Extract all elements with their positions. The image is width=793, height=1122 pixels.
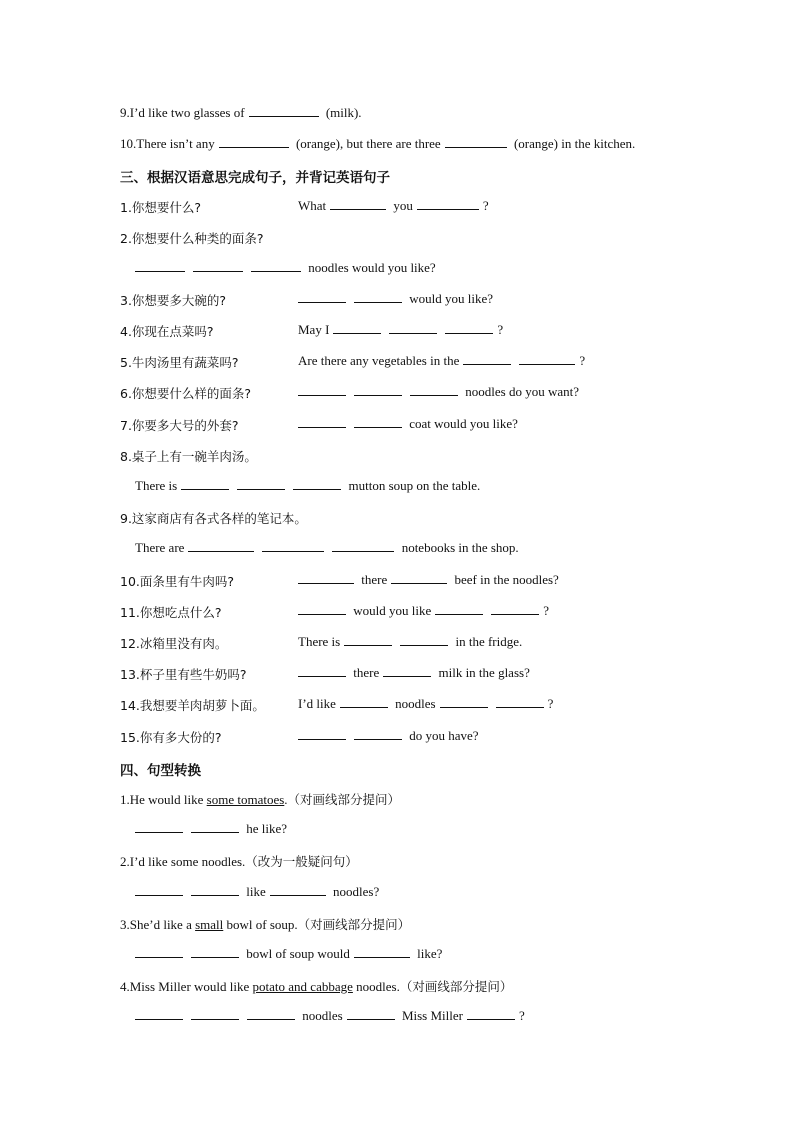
item-text: Are there any vegetables in the bbox=[298, 353, 460, 368]
answer-blank[interactable] bbox=[135, 1008, 183, 1020]
exercise-10-text: 10.There isn’t any bbox=[120, 136, 215, 151]
item-text: . bbox=[284, 792, 288, 807]
item-text: ? bbox=[497, 322, 504, 337]
item-text: coat would you like? bbox=[409, 416, 518, 431]
item-text: there bbox=[353, 665, 380, 680]
answer-blank[interactable] bbox=[354, 946, 410, 958]
item-5-chinese: 5.牛肉汤里有蔬菜吗? bbox=[120, 355, 239, 370]
answer-blank[interactable] bbox=[400, 634, 448, 646]
item-11-english bbox=[298, 603, 549, 619]
answer-blank[interactable] bbox=[191, 1008, 239, 1020]
item-15-chinese: 15.你有多大份的? bbox=[120, 730, 222, 745]
answer-blank[interactable] bbox=[262, 540, 324, 552]
answer-blank[interactable] bbox=[354, 291, 402, 303]
answer-blank[interactable] bbox=[188, 540, 254, 552]
underlined-text: some tomatoes bbox=[206, 792, 285, 807]
transform-1-answer bbox=[135, 821, 287, 837]
item-8-chinese: 8.桌子上有一碗羊肉汤。 bbox=[120, 449, 257, 464]
item-text: would you like? bbox=[409, 291, 494, 306]
item-text: notebooks in the shop. bbox=[401, 540, 519, 555]
answer-blank[interactable] bbox=[332, 540, 394, 552]
answer-blank[interactable] bbox=[191, 946, 239, 958]
answer-blank[interactable] bbox=[191, 821, 239, 833]
answer-blank[interactable] bbox=[354, 728, 402, 740]
exercise-10 bbox=[120, 136, 635, 152]
item-text: 4.Miss Miller would like bbox=[120, 979, 253, 994]
item-text: noodles? bbox=[333, 884, 380, 899]
exercise-10-hint-1: (orange), but there are three bbox=[295, 136, 441, 151]
item-text: noodles. bbox=[352, 979, 400, 994]
item-1-english bbox=[298, 198, 489, 214]
item-11-chinese: 11.你想吃点什么? bbox=[120, 605, 222, 620]
answer-blank[interactable] bbox=[251, 260, 301, 272]
answer-blank[interactable] bbox=[333, 322, 381, 334]
item-10-chinese: 10.面条里有牛肉吗? bbox=[120, 574, 235, 589]
answer-blank[interactable] bbox=[298, 384, 346, 396]
item-text: he like? bbox=[246, 821, 288, 836]
answer-blank[interactable] bbox=[463, 353, 511, 365]
item-text: noodles do you want? bbox=[465, 384, 579, 399]
item-9-english bbox=[135, 540, 519, 556]
item-2-english bbox=[135, 260, 436, 276]
item-4-chinese: 4.你现在点菜吗? bbox=[120, 324, 214, 339]
item-6-chinese: 6.你想要什么样的面条? bbox=[120, 386, 252, 401]
answer-blank[interactable] bbox=[270, 884, 326, 896]
transform-4-answer bbox=[135, 1008, 525, 1024]
item-text: ? bbox=[579, 353, 586, 368]
answer-blank[interactable] bbox=[135, 260, 185, 272]
answer-blank[interactable] bbox=[298, 728, 346, 740]
answer-blank[interactable] bbox=[249, 105, 319, 117]
exercise-9-hint: (milk). bbox=[325, 105, 362, 120]
item-text: ? bbox=[482, 198, 489, 213]
answer-blank[interactable] bbox=[330, 198, 386, 210]
answer-blank[interactable] bbox=[298, 416, 346, 428]
answer-blank[interactable] bbox=[340, 696, 388, 708]
answer-blank[interactable] bbox=[445, 322, 493, 334]
item-5-english bbox=[298, 353, 585, 369]
item-text: 3.She’d like a bbox=[120, 917, 196, 932]
item-12-chinese: 12.冰箱里没有肉。 bbox=[120, 636, 228, 651]
item-12-english bbox=[298, 634, 522, 650]
answer-blank[interactable] bbox=[135, 884, 183, 896]
item-text: 1.He would like bbox=[120, 792, 207, 807]
item-text: like? bbox=[417, 946, 443, 961]
item-text: like bbox=[246, 884, 266, 899]
answer-blank[interactable] bbox=[435, 603, 483, 615]
item-text: ? bbox=[543, 603, 550, 618]
answer-blank[interactable] bbox=[135, 946, 183, 958]
answer-blank[interactable] bbox=[519, 353, 575, 365]
transform-4 bbox=[120, 977, 512, 995]
answer-blank[interactable] bbox=[440, 696, 488, 708]
answer-blank[interactable] bbox=[354, 384, 402, 396]
item-text: noodles bbox=[395, 696, 436, 711]
transform-3 bbox=[120, 915, 410, 933]
item-text: mutton soup on the table. bbox=[348, 478, 481, 493]
answer-blank[interactable] bbox=[219, 136, 289, 148]
answer-blank[interactable] bbox=[191, 884, 239, 896]
item-4-english bbox=[298, 322, 503, 338]
item-text: ? bbox=[519, 1008, 525, 1023]
item-13-english bbox=[298, 665, 530, 681]
item-text: noodles bbox=[302, 1008, 343, 1023]
answer-blank[interactable] bbox=[298, 665, 346, 677]
instruction-note: （对画线部分提问） bbox=[297, 917, 411, 932]
item-3-chinese: 3.你想要多大碗的? bbox=[120, 293, 227, 308]
answer-blank[interactable] bbox=[467, 1008, 515, 1020]
underlined-text: potato and cabbage bbox=[252, 979, 353, 994]
answer-blank[interactable] bbox=[298, 291, 346, 303]
item-text: you bbox=[393, 198, 413, 213]
item-text: do you have? bbox=[409, 728, 479, 743]
answer-blank[interactable] bbox=[247, 1008, 295, 1020]
item-text: What bbox=[298, 198, 327, 213]
item-9-chinese: 9.这家商店有各式各样的笔记本。 bbox=[120, 511, 307, 526]
item-text: I’d like bbox=[298, 696, 336, 711]
transform-2 bbox=[120, 852, 358, 870]
answer-blank[interactable] bbox=[491, 603, 539, 615]
item-10-english bbox=[298, 572, 559, 588]
answer-blank[interactable] bbox=[344, 634, 392, 646]
answer-blank[interactable] bbox=[496, 696, 544, 708]
item-text: in the fridge. bbox=[455, 634, 523, 649]
item-13-chinese: 13.杯子里有些牛奶吗? bbox=[120, 667, 247, 682]
instruction-note: （改为一般疑问句） bbox=[245, 854, 358, 869]
answer-blank[interactable] bbox=[391, 572, 447, 584]
answer-blank[interactable] bbox=[383, 665, 431, 677]
exercise-9 bbox=[120, 105, 362, 121]
exercise-9-text: 9.I’d like two glasses of bbox=[120, 105, 245, 120]
item-text: There is bbox=[135, 478, 178, 493]
instruction-note: （对画线部分提问） bbox=[287, 792, 401, 807]
answer-blank[interactable] bbox=[389, 322, 437, 334]
section-4-heading: 四、句型转换 bbox=[120, 763, 201, 779]
answer-blank[interactable] bbox=[293, 478, 341, 490]
item-text: bowl of soup. bbox=[223, 917, 298, 932]
underlined-text: small bbox=[195, 917, 224, 932]
item-text: there bbox=[361, 572, 388, 587]
item-6-english bbox=[298, 384, 579, 400]
instruction-note: （对画线部分提问） bbox=[399, 979, 513, 994]
section-3-heading: 三、根据汉语意思完成句子，并背记英语句子 bbox=[120, 170, 390, 186]
item-7-english bbox=[298, 416, 518, 432]
item-text: 2.I’d like some noodles. bbox=[120, 854, 246, 869]
item-text: noodles would you like? bbox=[308, 260, 436, 275]
transform-3-answer bbox=[135, 946, 442, 962]
item-1-chinese: 1.你想要什么? bbox=[120, 200, 202, 215]
answer-blank[interactable] bbox=[237, 478, 285, 490]
exercise-10-hint-2: (orange) in the kitchen. bbox=[513, 136, 636, 151]
transform-2-answer bbox=[135, 884, 379, 900]
answer-blank[interactable] bbox=[298, 572, 354, 584]
item-text: There is bbox=[298, 634, 341, 649]
answer-blank[interactable] bbox=[193, 260, 243, 272]
item-text: Miss Miller bbox=[401, 1008, 463, 1023]
item-15-english bbox=[298, 728, 479, 744]
item-text: beef in the noodles? bbox=[454, 572, 559, 587]
item-3-english bbox=[298, 291, 493, 307]
item-text: milk in the glass? bbox=[438, 665, 530, 680]
item-text: There are bbox=[135, 540, 185, 555]
item-14-chinese: 14.我想要羊肉胡萝卜面。 bbox=[120, 698, 265, 713]
answer-blank[interactable] bbox=[298, 603, 346, 615]
answer-blank[interactable] bbox=[347, 1008, 395, 1020]
item-text: ? bbox=[547, 696, 554, 711]
item-text: May I bbox=[298, 322, 330, 337]
item-text: bowl of soup would bbox=[246, 946, 350, 961]
item-8-english bbox=[135, 478, 480, 494]
answer-blank[interactable] bbox=[417, 198, 479, 210]
item-14-english bbox=[298, 696, 553, 712]
item-7-chinese: 7.你要多大号的外套? bbox=[120, 418, 239, 433]
answer-blank[interactable] bbox=[135, 821, 183, 833]
item-text: would you like bbox=[353, 603, 432, 618]
answer-blank[interactable] bbox=[181, 478, 229, 490]
answer-blank[interactable] bbox=[410, 384, 458, 396]
transform-1 bbox=[120, 790, 400, 808]
item-2-chinese: 2.你想要什么种类的面条? bbox=[120, 231, 264, 246]
answer-blank[interactable] bbox=[354, 416, 402, 428]
answer-blank[interactable] bbox=[445, 136, 507, 148]
